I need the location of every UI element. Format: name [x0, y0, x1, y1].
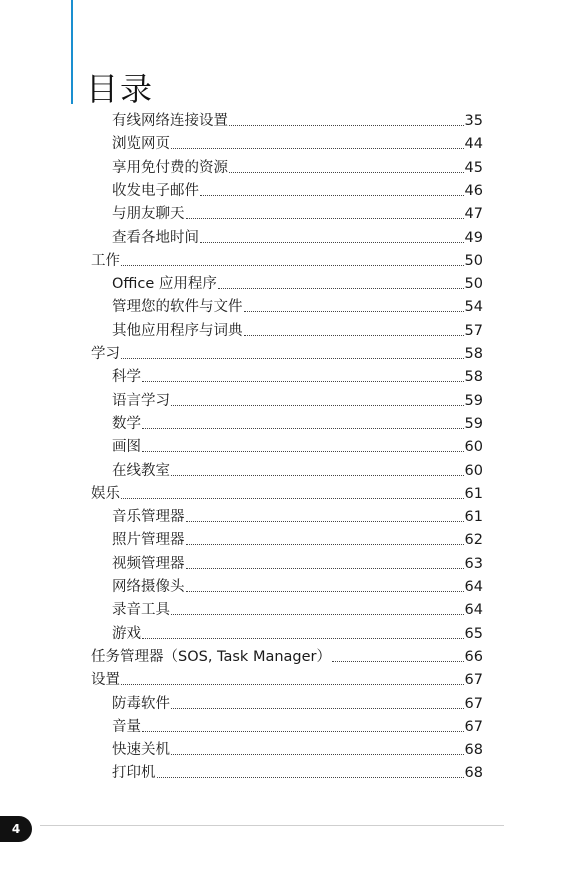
toc-entry-page-number: 44: [464, 136, 483, 153]
toc-dot-leader: [244, 311, 464, 312]
toc-entry[interactable]: [112, 157, 483, 179]
toc-dot-leader: [186, 544, 464, 545]
toc-entry-label: 打印机: [112, 765, 156, 782]
toc-entry-page-number: 57: [464, 322, 483, 339]
toc-entry[interactable]: [112, 366, 483, 388]
toc-entry-page-number: 50: [464, 252, 483, 269]
toc-entry[interactable]: [112, 553, 483, 575]
toc-entry-page-number: 61: [464, 509, 483, 526]
toc-entry[interactable]: [91, 669, 483, 691]
toc-dot-leader: [171, 405, 464, 406]
toc-entry-label: 音量: [112, 718, 141, 735]
toc-entry-label: 设置: [91, 672, 120, 689]
toc-entry[interactable]: [112, 180, 483, 202]
toc-entry-page-number: 50: [464, 276, 483, 293]
accent-bar: [71, 0, 73, 104]
toc-entry-page-number: 64: [464, 602, 483, 619]
toc-entry-page-number: 35: [464, 113, 483, 129]
toc-entry-label: 数学: [112, 415, 141, 432]
toc-dot-leader: [171, 614, 464, 615]
toc-entry[interactable]: [112, 599, 483, 621]
toc-entry[interactable]: [112, 203, 483, 225]
toc-entry-label: 录音工具: [112, 602, 170, 619]
toc-entry[interactable]: [112, 273, 483, 295]
toc-entry[interactable]: [112, 623, 483, 645]
toc-dot-leader: [200, 195, 464, 196]
toc-dot-leader: [121, 265, 464, 266]
toc-dot-leader: [121, 358, 464, 359]
toc-entry-label: 工作: [91, 252, 120, 269]
toc-entry[interactable]: [112, 133, 483, 155]
toc-entry[interactable]: [91, 483, 483, 505]
toc-dot-leader: [229, 125, 464, 126]
toc-dot-leader: [218, 288, 464, 289]
toc-entry-page-number: 60: [464, 462, 483, 479]
toc-entry-label: 浏览网页: [112, 136, 170, 153]
toc-entry-page-number: 67: [464, 672, 483, 689]
toc-entry-label: 视频管理器: [112, 555, 185, 572]
toc-entry[interactable]: [112, 296, 483, 318]
toc-entry-label: 科学: [112, 369, 141, 386]
toc-entry-page-number: 61: [464, 485, 483, 502]
toc-entry-label: 收发电子邮件: [112, 182, 199, 199]
toc-entry-page-number: 65: [464, 625, 483, 642]
toc-dot-leader: [142, 428, 464, 429]
toc-entry[interactable]: [91, 250, 483, 272]
toc-entry-label: 管理您的软件与文件: [112, 299, 243, 316]
toc-dot-leader: [142, 451, 464, 452]
toc-entry[interactable]: [112, 436, 483, 458]
toc-entry-label: 有线网络连接设置: [112, 113, 228, 129]
toc-dot-leader: [200, 242, 464, 243]
toc-entry-label: 画图: [112, 439, 141, 456]
toc-entry[interactable]: [112, 413, 483, 435]
toc-dot-leader: [186, 591, 464, 592]
toc-entry-page-number: 49: [464, 229, 483, 246]
toc-entry-page-number: 63: [464, 555, 483, 572]
toc-entry-label: 娱乐: [91, 485, 120, 502]
toc-entry[interactable]: [112, 739, 483, 761]
toc-entry[interactable]: [112, 529, 483, 551]
toc-entry[interactable]: [112, 460, 483, 482]
toc-entry[interactable]: [112, 693, 483, 715]
toc-dot-leader: [229, 172, 464, 173]
toc-dot-leader: [171, 475, 464, 476]
toc-entry[interactable]: [112, 110, 483, 132]
toc-entry-page-number: 45: [464, 159, 483, 176]
toc-entry-page-number: 68: [464, 742, 483, 759]
toc-dot-leader: [142, 731, 464, 732]
toc-entry[interactable]: [91, 646, 483, 668]
toc-entry-label: 与朋友聊天: [112, 206, 185, 223]
toc-dot-leader: [186, 218, 464, 219]
toc-dot-leader: [157, 777, 464, 778]
toc-entry-page-number: 58: [464, 369, 483, 386]
toc-entry[interactable]: [112, 762, 483, 784]
toc-entry[interactable]: [112, 716, 483, 738]
toc-entry-label: 音乐管理器: [112, 509, 185, 526]
page-title: 目录: [86, 70, 155, 109]
toc-dot-leader: [186, 521, 464, 522]
toc-entry-label: Office 应用程序: [112, 276, 217, 293]
toc-entry-label: 任务管理器（SOS, Task Manager）: [91, 648, 331, 665]
page-number-badge: 4: [0, 816, 32, 842]
toc-entry-page-number: 58: [464, 346, 483, 362]
toc-dot-leader: [332, 661, 464, 662]
toc-entry-label: 查看各地时间: [112, 229, 199, 246]
toc-entry-page-number: 54: [464, 299, 483, 316]
toc-entry-label: 防毒软件: [112, 695, 170, 712]
toc-dot-leader: [244, 335, 464, 336]
toc-entry-page-number: 46: [464, 182, 483, 199]
toc-entry-page-number: 66: [464, 648, 483, 665]
toc-dot-leader: [121, 498, 464, 499]
toc-entry-label: 享用免付费的资源: [112, 159, 228, 176]
toc-entry-page-number: 68: [464, 765, 483, 782]
toc-entry[interactable]: [112, 576, 483, 598]
toc-entry-label: 网络摄像头: [112, 579, 185, 595]
toc-entry-page-number: 62: [464, 532, 483, 549]
toc-entry-page-number: 47: [464, 206, 483, 223]
footer-divider: [40, 825, 504, 826]
toc-dot-leader: [142, 638, 464, 639]
toc-dot-leader: [142, 381, 464, 382]
toc-dot-leader: [171, 148, 464, 149]
toc-entry[interactable]: [112, 390, 483, 412]
toc-entry-label: 语言学习: [112, 392, 170, 409]
toc-entry-label: 快速关机: [112, 742, 170, 759]
toc-entry[interactable]: [91, 343, 483, 365]
toc-entry[interactable]: [112, 227, 483, 249]
toc-dot-leader: [171, 708, 464, 709]
toc-entry-page-number: 60: [464, 439, 483, 456]
toc-entry-label: 在线教室: [112, 462, 170, 479]
toc-entry[interactable]: [112, 320, 483, 342]
toc-entry-page-number: 59: [464, 415, 483, 432]
toc-entry-label: 游戏: [112, 625, 141, 642]
toc-dot-leader: [186, 568, 464, 569]
toc-entry-page-number: 67: [464, 718, 483, 735]
toc-dot-leader: [121, 684, 464, 685]
toc-entry-page-number: 67: [464, 695, 483, 712]
toc-entry-page-number: 59: [464, 392, 483, 409]
toc-entry-label: 照片管理器: [112, 532, 185, 549]
toc-entry-label: 学习: [91, 346, 120, 362]
toc-entry[interactable]: [112, 506, 483, 528]
toc-dot-leader: [171, 754, 464, 755]
toc-entry-page-number: 64: [464, 579, 483, 595]
toc-entry-label: 其他应用程序与词典: [112, 322, 243, 339]
